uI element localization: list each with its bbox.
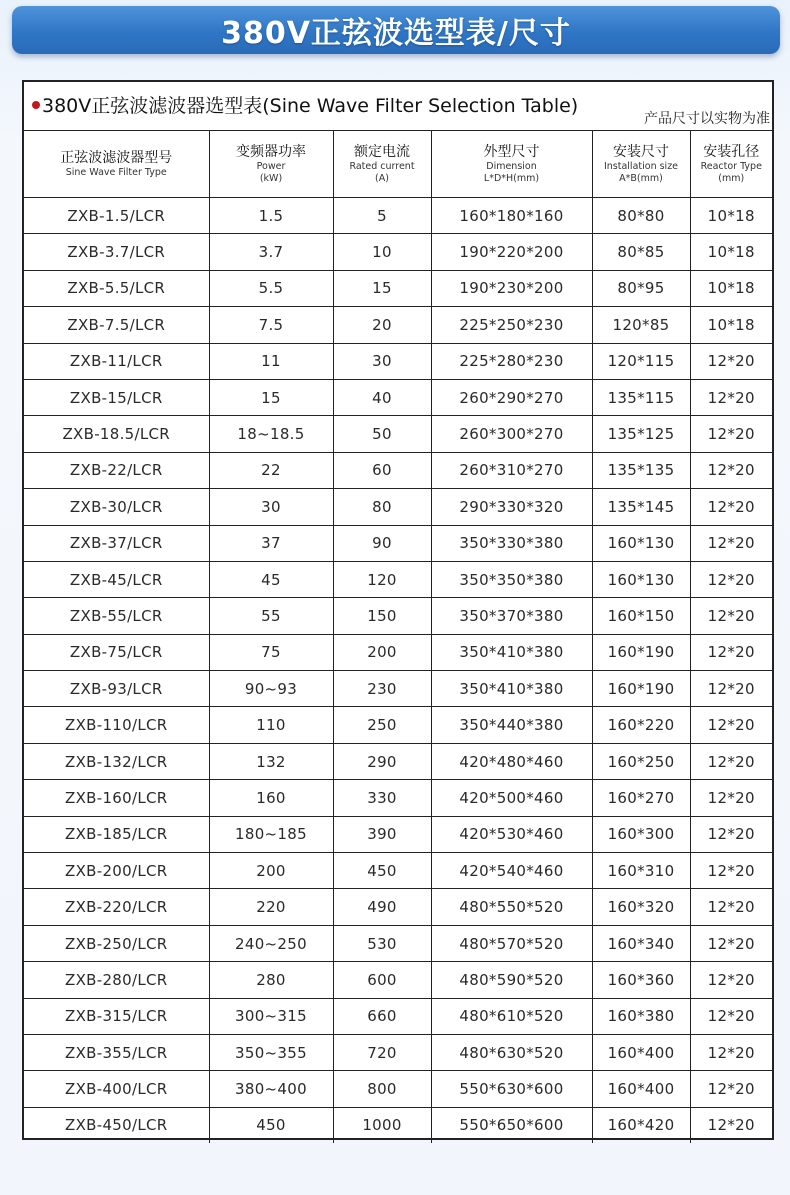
- cell-rated-current: 600: [333, 962, 431, 998]
- cell-rated-current: 20: [333, 307, 431, 343]
- header-rated-current: 额定电流 Rated current (A): [333, 131, 431, 198]
- cell-installation-size: 160*360: [592, 962, 690, 998]
- cell-model: ZXB-450/LCR: [24, 1107, 209, 1143]
- cell-dimension: 225*280*230: [431, 343, 592, 379]
- cell-installation-size: 160*220: [592, 707, 690, 743]
- cell-model: ZXB-132/LCR: [24, 743, 209, 779]
- cell-model: ZXB-3.7/LCR: [24, 234, 209, 270]
- table-row: [24, 416, 772, 452]
- cell-power: 90~93: [209, 671, 333, 707]
- cell-power: 22: [209, 452, 333, 488]
- cell-power: 132: [209, 743, 333, 779]
- cell-hole-diameter: 12*20: [690, 962, 772, 998]
- cell-installation-size: 80*85: [592, 234, 690, 270]
- cell-hole-diameter: 12*20: [690, 489, 772, 525]
- cell-hole-diameter: 12*20: [690, 925, 772, 961]
- cell-power: 37: [209, 525, 333, 561]
- table-row: [24, 780, 772, 816]
- cell-power: 45: [209, 561, 333, 597]
- cell-dimension: 290*330*320: [431, 489, 592, 525]
- cell-rated-current: 800: [333, 1071, 431, 1107]
- cell-model: ZXB-37/LCR: [24, 525, 209, 561]
- cell-rated-current: 90: [333, 525, 431, 561]
- cell-hole-diameter: 10*18: [690, 307, 772, 343]
- selection-table-sheet: [22, 80, 774, 1140]
- cell-hole-diameter: 12*20: [690, 379, 772, 415]
- cell-model: ZXB-160/LCR: [24, 780, 209, 816]
- cell-rated-current: 660: [333, 998, 431, 1034]
- cell-model: ZXB-400/LCR: [24, 1071, 209, 1107]
- cell-installation-size: 160*300: [592, 816, 690, 852]
- table-row: [24, 925, 772, 961]
- cell-installation-size: 160*250: [592, 743, 690, 779]
- cell-power: 220: [209, 889, 333, 925]
- cell-dimension: 350*330*380: [431, 525, 592, 561]
- table-row: [24, 1034, 772, 1070]
- cell-dimension: 420*480*460: [431, 743, 592, 779]
- cell-model: ZXB-315/LCR: [24, 998, 209, 1034]
- cell-power: 11: [209, 343, 333, 379]
- cell-dimension: 550*650*600: [431, 1107, 592, 1143]
- cell-power: 160: [209, 780, 333, 816]
- cell-model: ZXB-22/LCR: [24, 452, 209, 488]
- table-row: [24, 379, 772, 415]
- cell-rated-current: 290: [333, 743, 431, 779]
- cell-power: 300~315: [209, 998, 333, 1034]
- cell-model: ZXB-250/LCR: [24, 925, 209, 961]
- cell-rated-current: 80: [333, 489, 431, 525]
- cell-rated-current: 1000: [333, 1107, 431, 1143]
- cell-dimension: 350*410*380: [431, 671, 592, 707]
- cell-power: 15: [209, 379, 333, 415]
- table-row: [24, 816, 772, 852]
- bullet-dot-icon: [32, 101, 40, 109]
- cell-power: 5.5: [209, 270, 333, 306]
- table-row: [24, 270, 772, 306]
- cell-rated-current: 330: [333, 780, 431, 816]
- cell-installation-size: 135*145: [592, 489, 690, 525]
- size-disclaimer-note: 产品尺寸以实物为准: [644, 111, 770, 127]
- cell-installation-size: 160*420: [592, 1107, 690, 1143]
- cell-hole-diameter: 12*20: [690, 743, 772, 779]
- table-caption-row: [24, 82, 772, 131]
- cell-power: 7.5: [209, 307, 333, 343]
- cell-power: 380~400: [209, 1071, 333, 1107]
- cell-model: ZXB-75/LCR: [24, 634, 209, 670]
- cell-rated-current: 40: [333, 379, 431, 415]
- table-row: [24, 889, 772, 925]
- cell-dimension: 550*630*600: [431, 1071, 592, 1107]
- cell-dimension: 190*220*200: [431, 234, 592, 270]
- cell-rated-current: 250: [333, 707, 431, 743]
- table-row: [24, 634, 772, 670]
- cell-rated-current: 490: [333, 889, 431, 925]
- cell-installation-size: 160*150: [592, 598, 690, 634]
- cell-hole-diameter: 12*20: [690, 998, 772, 1034]
- cell-model: ZXB-15/LCR: [24, 379, 209, 415]
- cell-rated-current: 230: [333, 671, 431, 707]
- cell-installation-size: 160*190: [592, 671, 690, 707]
- table-row: [24, 962, 772, 998]
- cell-model: ZXB-93/LCR: [24, 671, 209, 707]
- cell-hole-diameter: 12*20: [690, 561, 772, 597]
- cell-installation-size: 160*380: [592, 998, 690, 1034]
- cell-rated-current: 150: [333, 598, 431, 634]
- cell-rated-current: 390: [333, 816, 431, 852]
- cell-installation-size: 160*400: [592, 1034, 690, 1070]
- cell-hole-diameter: 10*18: [690, 234, 772, 270]
- table-row: [24, 671, 772, 707]
- cell-dimension: 160*180*160: [431, 198, 592, 234]
- cell-dimension: 420*500*460: [431, 780, 592, 816]
- cell-power: 200: [209, 853, 333, 889]
- cell-hole-diameter: 12*20: [690, 1071, 772, 1107]
- cell-rated-current: 200: [333, 634, 431, 670]
- cell-rated-current: 720: [333, 1034, 431, 1070]
- table-caption: 380V正弦波滤波器选型表(Sine Wave Filter Selection Table): [42, 95, 579, 117]
- cell-power: 3.7: [209, 234, 333, 270]
- cell-hole-diameter: 12*20: [690, 634, 772, 670]
- cell-power: 350~355: [209, 1034, 333, 1070]
- cell-installation-size: 120*85: [592, 307, 690, 343]
- table-body: [24, 198, 772, 1144]
- cell-power: 18~18.5: [209, 416, 333, 452]
- table-row: [24, 598, 772, 634]
- table-row: [24, 307, 772, 343]
- cell-hole-diameter: 12*20: [690, 707, 772, 743]
- cell-hole-diameter: 12*20: [690, 452, 772, 488]
- cell-dimension: 480*590*520: [431, 962, 592, 998]
- cell-hole-diameter: 12*20: [690, 416, 772, 452]
- header-model: 正弦波滤波器型号 Sine Wave Filter Type: [24, 131, 209, 198]
- cell-dimension: 225*250*230: [431, 307, 592, 343]
- cell-installation-size: 80*80: [592, 198, 690, 234]
- cell-dimension: 420*530*460: [431, 816, 592, 852]
- cell-rated-current: 50: [333, 416, 431, 452]
- cell-model: ZXB-11/LCR: [24, 343, 209, 379]
- cell-rated-current: 10: [333, 234, 431, 270]
- cell-model: ZXB-200/LCR: [24, 853, 209, 889]
- cell-installation-size: 160*340: [592, 925, 690, 961]
- table-row: [24, 707, 772, 743]
- cell-model: ZXB-220/LCR: [24, 889, 209, 925]
- cell-power: 240~250: [209, 925, 333, 961]
- cell-model: ZXB-355/LCR: [24, 1034, 209, 1070]
- cell-installation-size: 160*320: [592, 889, 690, 925]
- cell-model: ZXB-185/LCR: [24, 816, 209, 852]
- cell-power: 55: [209, 598, 333, 634]
- cell-model: ZXB-280/LCR: [24, 962, 209, 998]
- table-row: [24, 198, 772, 234]
- cell-rated-current: 15: [333, 270, 431, 306]
- cell-installation-size: 160*130: [592, 525, 690, 561]
- cell-dimension: 480*610*520: [431, 998, 592, 1034]
- table-row: [24, 743, 772, 779]
- cell-hole-diameter: 12*20: [690, 343, 772, 379]
- table-row: [24, 1107, 772, 1143]
- cell-installation-size: 160*190: [592, 634, 690, 670]
- header-power: 变频器功率 Power (kW): [209, 131, 333, 198]
- header-installation-size: 安装尺寸 Installation size A*B(mm): [592, 131, 690, 198]
- cell-installation-size: 160*130: [592, 561, 690, 597]
- cell-hole-diameter: 12*20: [690, 780, 772, 816]
- cell-hole-diameter: 12*20: [690, 853, 772, 889]
- cell-dimension: 350*350*380: [431, 561, 592, 597]
- table-header-row: [24, 131, 772, 198]
- cell-dimension: 350*410*380: [431, 634, 592, 670]
- selection-table: [24, 131, 772, 1143]
- cell-power: 280: [209, 962, 333, 998]
- cell-installation-size: 135*135: [592, 452, 690, 488]
- cell-hole-diameter: 12*20: [690, 889, 772, 925]
- cell-model: ZXB-5.5/LCR: [24, 270, 209, 306]
- cell-hole-diameter: 12*20: [690, 525, 772, 561]
- cell-model: ZXB-18.5/LCR: [24, 416, 209, 452]
- table-row: [24, 998, 772, 1034]
- table-row: [24, 561, 772, 597]
- cell-installation-size: 160*400: [592, 1071, 690, 1107]
- table-row: [24, 452, 772, 488]
- table-row: [24, 343, 772, 379]
- cell-dimension: 480*570*520: [431, 925, 592, 961]
- cell-rated-current: 5: [333, 198, 431, 234]
- cell-dimension: 480*550*520: [431, 889, 592, 925]
- cell-hole-diameter: 12*20: [690, 1107, 772, 1143]
- cell-power: 450: [209, 1107, 333, 1143]
- cell-dimension: 420*540*460: [431, 853, 592, 889]
- table-row: [24, 525, 772, 561]
- cell-model: ZXB-55/LCR: [24, 598, 209, 634]
- cell-dimension: 350*440*380: [431, 707, 592, 743]
- cell-installation-size: 120*115: [592, 343, 690, 379]
- header-dimension: 外型尺寸 Dimension L*D*H(mm): [431, 131, 592, 198]
- cell-rated-current: 120: [333, 561, 431, 597]
- cell-installation-size: 135*125: [592, 416, 690, 452]
- cell-dimension: 260*310*270: [431, 452, 592, 488]
- cell-power: 110: [209, 707, 333, 743]
- cell-hole-diameter: 12*20: [690, 598, 772, 634]
- cell-model: ZXB-110/LCR: [24, 707, 209, 743]
- cell-model: ZXB-45/LCR: [24, 561, 209, 597]
- cell-hole-diameter: 12*20: [690, 1034, 772, 1070]
- cell-hole-diameter: 12*20: [690, 671, 772, 707]
- cell-rated-current: 530: [333, 925, 431, 961]
- cell-power: 30: [209, 489, 333, 525]
- cell-installation-size: 160*270: [592, 780, 690, 816]
- cell-rated-current: 60: [333, 452, 431, 488]
- cell-power: 180~185: [209, 816, 333, 852]
- table-row: [24, 234, 772, 270]
- cell-installation-size: 135*115: [592, 379, 690, 415]
- cell-dimension: 260*290*270: [431, 379, 592, 415]
- cell-hole-diameter: 10*18: [690, 198, 772, 234]
- title-banner: [12, 6, 780, 54]
- cell-dimension: 350*370*380: [431, 598, 592, 634]
- page-title: 380V正弦波选型表/尺寸: [221, 16, 571, 51]
- cell-model: ZXB-1.5/LCR: [24, 198, 209, 234]
- table-row: [24, 1071, 772, 1107]
- header-hole-diameter: 安装孔径 Reactor Type (mm): [690, 131, 772, 198]
- cell-model: ZXB-7.5/LCR: [24, 307, 209, 343]
- cell-installation-size: 80*95: [592, 270, 690, 306]
- cell-dimension: 480*630*520: [431, 1034, 592, 1070]
- cell-power: 75: [209, 634, 333, 670]
- cell-installation-size: 160*310: [592, 853, 690, 889]
- cell-hole-diameter: 12*20: [690, 816, 772, 852]
- cell-model: ZXB-30/LCR: [24, 489, 209, 525]
- cell-dimension: 190*230*200: [431, 270, 592, 306]
- cell-power: 1.5: [209, 198, 333, 234]
- cell-rated-current: 450: [333, 853, 431, 889]
- cell-hole-diameter: 10*18: [690, 270, 772, 306]
- table-row: [24, 853, 772, 889]
- cell-dimension: 260*300*270: [431, 416, 592, 452]
- cell-rated-current: 30: [333, 343, 431, 379]
- table-row: [24, 489, 772, 525]
